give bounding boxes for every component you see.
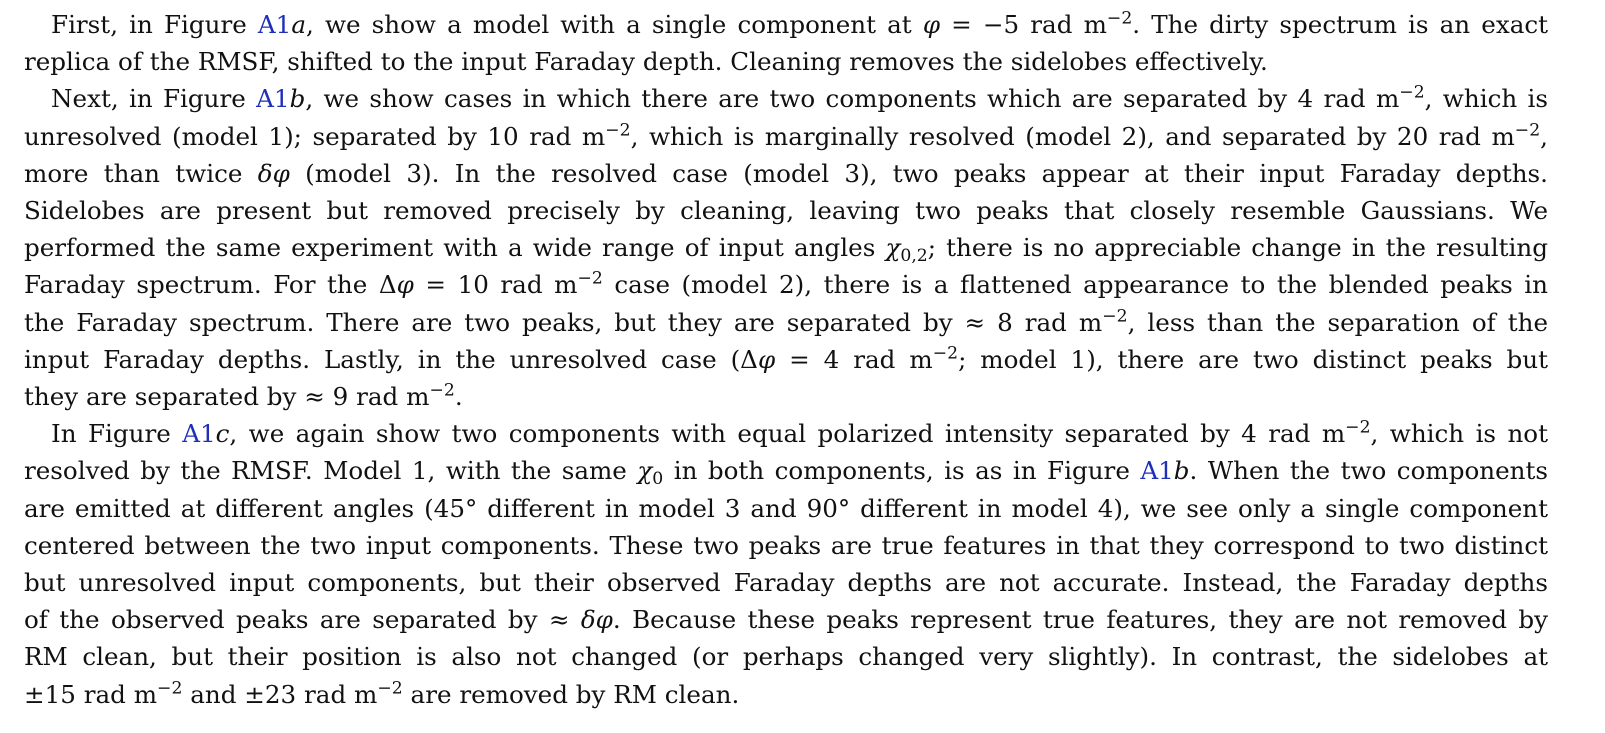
math-symbol: χ	[637, 456, 653, 486]
math-symbol: b	[289, 84, 306, 114]
text-line	[24, 676, 1548, 713]
text-line	[24, 80, 1548, 117]
superscript: −2	[157, 678, 183, 699]
math-symbol: φ	[757, 344, 776, 374]
superscript: −2	[1106, 8, 1133, 29]
superscript: −2	[1345, 417, 1371, 438]
text-run: . When the two components	[1189, 456, 1548, 486]
text-line	[24, 601, 1548, 638]
text-line	[24, 638, 1548, 675]
math-symbol: δφ	[257, 158, 290, 188]
text-run: First, in Figure	[51, 10, 258, 39]
text-line	[24, 155, 1548, 192]
text-run: of the observed peaks are separated by ≈	[24, 605, 581, 635]
text-run: in both components, is as in Figure	[663, 456, 1141, 486]
subscript: 0,2	[900, 246, 928, 267]
text-run: .	[454, 382, 463, 412]
text-run: resolved by the RMSF. Model 1, with the same	[24, 456, 638, 486]
superscript: −2	[605, 120, 631, 141]
text-run: are emitted at different angles (45° different in model 3 and 90° different in model 4), we see only a single component	[24, 493, 1548, 523]
text-run: , which is not	[1370, 419, 1548, 449]
text-run: ±15 rad m	[24, 679, 158, 709]
text-run: the Faraday spectrum. There are two peaks, but they are separated by ≈ 8 rad m	[24, 307, 1103, 337]
text-run: ,	[1540, 121, 1548, 151]
text-run: and ±23 rad m	[182, 679, 378, 709]
text-run: . The dirty spectrum is an exact	[1132, 10, 1549, 39]
figure-reference-link[interactable]: A1	[256, 84, 290, 114]
text-run: , which is marginally resolved (model 2), and separated by 20 rad m	[630, 121, 1515, 151]
superscript: −2	[932, 343, 959, 364]
text-run: = 10 rad m	[413, 270, 578, 300]
superscript: −2	[1102, 306, 1128, 327]
text-run: , we show cases in which there are two components which are separated by 4 rad m	[305, 84, 1400, 114]
text-run: , less than the separation of the	[1127, 307, 1548, 337]
math-symbol: c	[215, 419, 230, 449]
math-symbol: δφ	[580, 605, 613, 635]
text-line	[24, 266, 1548, 303]
text-run: unresolved (model 1); separated by 10 rad m	[24, 121, 606, 151]
text-run: are removed by RM clean.	[402, 679, 740, 709]
text-line	[24, 304, 1548, 341]
math-symbol: b	[1173, 456, 1190, 486]
superscript: −2	[577, 268, 603, 289]
superscript: −2	[377, 678, 403, 699]
text-run: Next, in Figure	[51, 84, 257, 114]
text-run: (model 3). In the resolved case (model 3), two peaks appear at their input Faraday depths.	[289, 158, 1548, 188]
text-line	[24, 490, 1548, 527]
text-run: = 4 rad m	[775, 344, 933, 374]
text-run: input Faraday depths. Lastly, in the unresolved case (Δ	[24, 344, 758, 374]
subscript: 0	[652, 469, 664, 490]
figure-reference-link[interactable]: A1	[257, 10, 292, 39]
text-line	[24, 452, 1548, 489]
text-run: performed the same experiment with a wide range of input angles	[24, 233, 886, 263]
text-run: more than twice	[24, 158, 258, 188]
paragraph-figure-a1b	[24, 80, 1548, 415]
text-run: Faraday spectrum. For the Δ	[24, 270, 397, 300]
text-run: , which is	[1424, 84, 1548, 114]
paper-body-text	[24, 6, 1548, 713]
superscript: −2	[1514, 120, 1541, 141]
text-run: but unresolved input components, but their observed Faraday depths are not accurate. Instead, the Faraday depths	[24, 568, 1548, 598]
paragraph-figure-a1a	[24, 6, 1548, 80]
text-line	[24, 564, 1548, 601]
text-run: , we show a model with a single component at	[306, 10, 923, 39]
text-run: In Figure	[51, 419, 183, 449]
figure-reference-link[interactable]: A1	[1140, 456, 1174, 486]
text-run: they are separated by ≈ 9 rad m	[24, 382, 430, 412]
text-line	[24, 378, 1548, 415]
text-line	[24, 192, 1548, 229]
text-line	[24, 341, 1548, 378]
superscript: −2	[429, 380, 455, 401]
text-run: , we again show two components with equal polarized intensity separated by 4 rad m	[229, 419, 1346, 449]
text-line	[24, 43, 1548, 80]
math-symbol: φ	[922, 10, 941, 39]
text-run: ; model 1), there are two distinct peaks but	[958, 344, 1548, 374]
text-line	[24, 6, 1548, 43]
text-run: . Because these peaks represent true features, they are not removed by	[612, 605, 1548, 635]
text-run: replica of the RMSF, shifted to the input Faraday depth. Cleaning removes the sidelobes effectively.	[24, 47, 1268, 77]
text-run: = −5 rad m	[940, 10, 1107, 39]
text-run: Sidelobes are present but removed precisely by cleaning, leaving two peaks that closely resemble Gaussians. We	[24, 196, 1548, 226]
math-symbol: φ	[396, 270, 414, 300]
text-line	[24, 415, 1548, 452]
paragraph-figure-a1c	[24, 415, 1548, 713]
text-run: RM clean, but their position is also not changed (or perhaps changed very slightly). In contrast, the sidelobes at	[24, 642, 1548, 672]
text-line	[24, 118, 1548, 155]
text-line	[24, 527, 1548, 564]
math-symbol: χ	[885, 233, 901, 263]
text-run: ; there is no appreciable change in the resulting	[927, 233, 1549, 263]
math-symbol: a	[291, 10, 306, 39]
text-line	[24, 229, 1548, 266]
text-run: case (model 2), there is a flattened appearance to the blended peaks in	[602, 270, 1548, 300]
text-run: centered between the two input components. These two peaks are true features in that they correspond to two distinct	[24, 530, 1548, 560]
figure-reference-link[interactable]: A1	[182, 419, 216, 449]
superscript: −2	[1399, 82, 1425, 103]
